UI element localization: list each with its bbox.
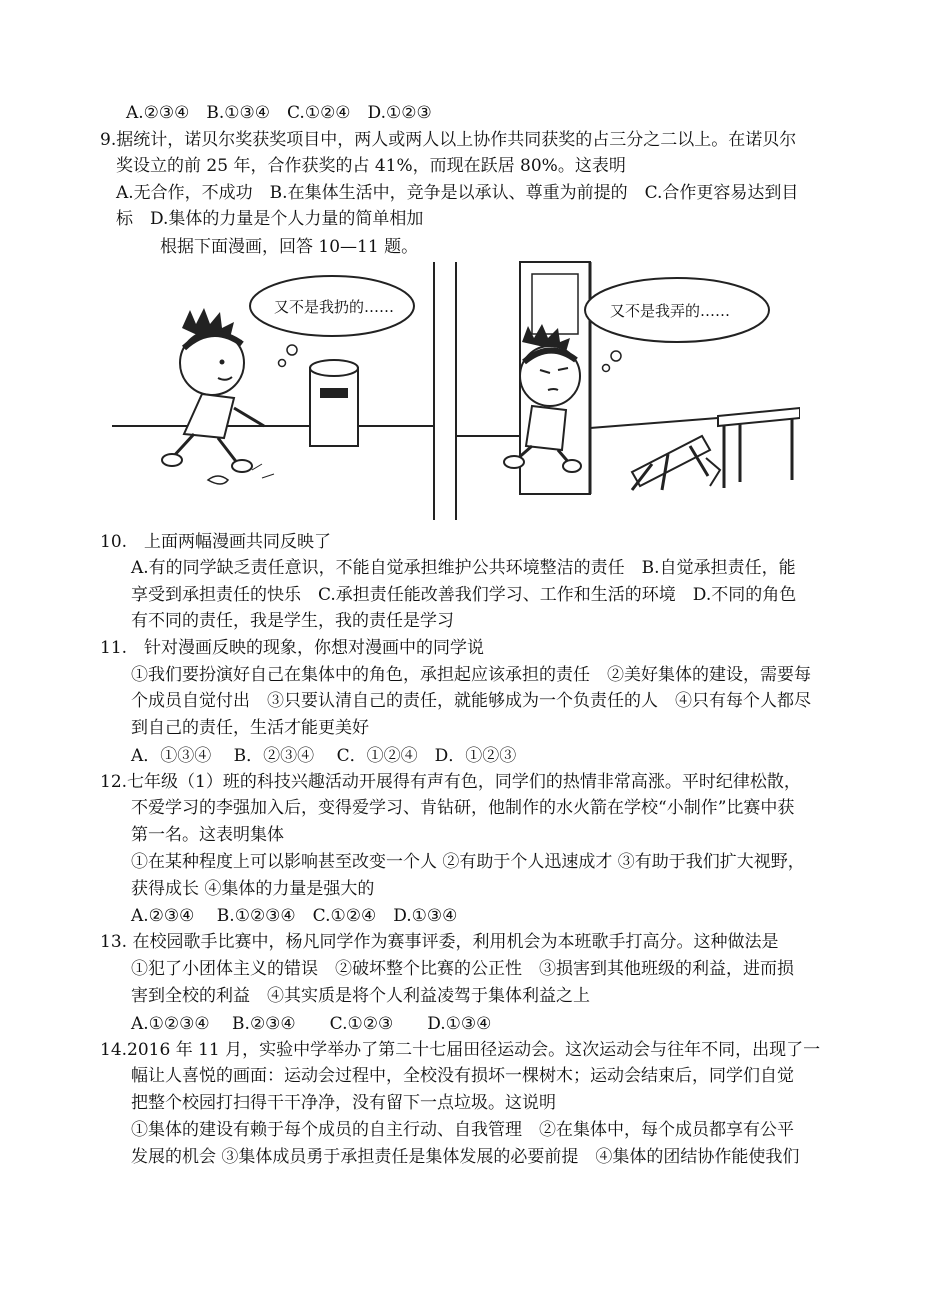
q12-stem-line2: 不爱学习的李强加入后，变得爱学习、肯钻研，他制作的水火箭在学校“小制作”比赛中获	[131, 798, 795, 818]
q9-stem-line2: 奖设立的前 25 年，合作获奖的占 41%，而现在跃居 80%。这表明	[116, 156, 626, 176]
table-icon	[718, 408, 800, 488]
litter-icon	[208, 476, 228, 484]
q14-statement-line1: ①集体的建设有赖于每个成员的自主行动、自我管理 ②在集体中，每个成员都享有公平	[131, 1120, 794, 1140]
q13-statement-line2: 害到全校的利益 ④其实质是将个人利益凌驾于集体利益之上	[131, 986, 590, 1006]
q12-statement-line2: 获得成长 ④集体的力量是强大的	[131, 879, 375, 899]
q8-options: A.②③④ B.①③④ C.①②④ D.①②③	[126, 103, 432, 123]
cartoon-intro: 根据下面漫画，回答 10—11 题。	[160, 237, 419, 257]
left-bubble-text: 又不是我扔的……	[274, 298, 395, 316]
q11-statement-line2: 个成员自觉付出 ③只要认清自己的责任，就能够成为一个负责任的人 ④只有每个人都尽	[131, 691, 811, 711]
q9-stem-line1: 9.据统计，诺贝尔奖获奖项目中，两人或两人以上协作共同获奖的占三分之二以上。在诺贝尔	[100, 130, 797, 150]
q14-stem-line3: 把整个校园打扫得干干净净，没有留下一点垃圾。这说明	[131, 1093, 556, 1113]
q11-stem: 11. 针对漫画反映的现象，你想对漫画中的同学说	[100, 638, 485, 658]
q12-stem: 12.七年级（1）班的科技兴趣活动开展得有声有色，同学们的热情非常高涨。平时纪律松散，	[100, 772, 801, 792]
q9-option-line2: 标 D.集体的力量是个人力量的简单相加	[116, 209, 424, 229]
q10-option-line3: 有不同的责任，我是学生，我的责任是学习	[131, 611, 454, 631]
q13-options: A.①②③④ B.②③④ C.①②③ D.①③④	[131, 1014, 492, 1034]
q14-stem: 14.2016 年 11 月，实验中学举办了第二十七届田径运动会。这次运动会与往年不同，出现了一	[100, 1040, 821, 1060]
q10-stem: 10. 上面两幅漫画共同反映了	[100, 532, 332, 552]
q12-statement-line1: ①在某种程度上可以影响甚至改变一个人 ②有助于个人迅速成才 ③有助于我们扩大视野，	[131, 852, 805, 872]
q11-statement-line3: 到自己的责任，生活才能更美好	[131, 718, 369, 738]
left-boy-figure	[162, 308, 264, 472]
q14-statement-line2: 发展的机会 ③集体成员勇于承担责任是集体发展的必要前提 ④集体的团结协作能使我们	[131, 1147, 800, 1167]
cartoon-illustration	[112, 258, 800, 520]
right-bubble-text: 又不是我弄的……	[610, 302, 731, 320]
trash-bin-icon	[310, 360, 358, 446]
fallen-chair-icon	[632, 436, 720, 490]
q14-stem-line2: 幅让人喜悦的画面：运动会过程中，全校没有损坏一棵树木；运动会结束后，同学们自觉	[131, 1066, 794, 1086]
q13-stem: 13. 在校园歌手比赛中，杨凡同学作为赛事评委，利用机会为本班歌手打高分。这种做法是	[100, 932, 779, 952]
q11-statement-line1: ①我们要扮演好自己在集体中的角色，承担起应该承担的责任 ②美好集体的建设，需要每	[131, 665, 811, 685]
cartoon-drawing	[112, 258, 800, 520]
q11-options: A．①③④ B．②③④ C．①②④ D．①②③	[131, 746, 517, 766]
q12-options: A.②③④ B.①②③④ C.①②④ D.①③④	[131, 906, 458, 926]
q10-option-line2: 享受到承担责任的快乐 C.承担责任能改善我们学习、工作和生活的环境 D.不同的角色	[131, 585, 797, 605]
q9-option-line1: A.无合作，不成功 B.在集体生活中，竞争是以承认、尊重为前提的 C.合作更容易达到目	[116, 183, 799, 203]
q10-option-line1: A.有的同学缺乏责任意识，不能自觉承担维护公共环境整洁的责任 B.自觉承担责任，能	[131, 558, 796, 578]
q12-stem-line3: 第一名。这表明集体	[131, 825, 284, 845]
q13-statement-line1: ①犯了小团体主义的错误 ②破坏整个比赛的公正性 ③损害到其他班级的利益，进而损	[131, 959, 794, 979]
